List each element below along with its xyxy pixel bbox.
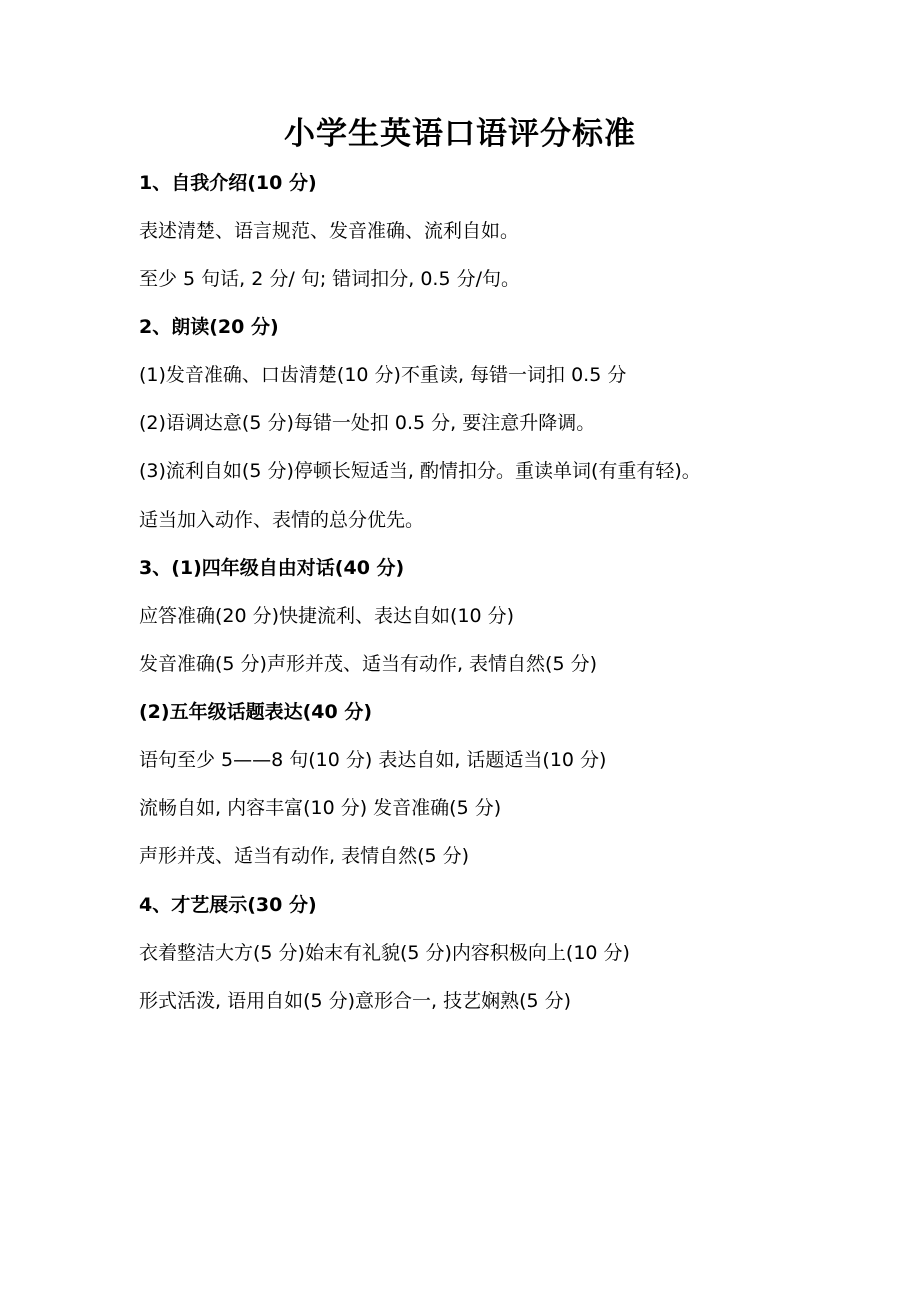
criteria-line: (3)流利自如(5 分)停顿长短适当, 酌情扣分。重读单词(有重有轻)。 <box>139 460 701 482</box>
criteria-line: 发音准确(5 分)声形并茂、适当有动作, 表情自然(5 分) <box>139 653 597 675</box>
criteria-line: (1)发音准确、口齿清楚(10 分)不重读, 每错一词扣 0.5 分 <box>139 364 627 386</box>
criteria-line: 适当加入动作、表情的总分优先。 <box>139 509 425 531</box>
criteria-line: 语句至少 5——8 句(10 分) 表达自如, 话题适当(10 分) <box>139 749 607 771</box>
criteria-line: 衣着整洁大方(5 分)始末有礼貌(5 分)内容积极向上(10 分) <box>139 942 630 964</box>
section-heading-self-introduction: 1、自我介绍(10 分) <box>139 172 317 194</box>
document-title: 小学生英语口语评分标准 <box>284 116 636 152</box>
criteria-line: 声形并茂、适当有动作, 表情自然(5 分) <box>139 845 470 867</box>
section-heading-grade5-topic: (2)五年级话题表达(40 分) <box>139 701 373 723</box>
criteria-line: 至少 5 句话, 2 分/ 句; 错词扣分, 0.5 分/句。 <box>139 268 520 290</box>
criteria-line: 应答准确(20 分)快捷流利、表达自如(10 分) <box>139 605 515 627</box>
section-heading-talent-show: 4、才艺展示(30 分) <box>139 894 317 916</box>
section-heading-reading: 2、朗读(20 分) <box>139 316 279 338</box>
criteria-line: 表述清楚、语言规范、发音准确、流利自如。 <box>139 220 520 242</box>
criteria-line: 流畅自如, 内容丰富(10 分) 发音准确(5 分) <box>139 797 502 819</box>
criteria-line: (2)语调达意(5 分)每错一处扣 0.5 分, 要注意升降调。 <box>139 412 596 434</box>
section-heading-grade4-dialogue: 3、(1)四年级自由对话(40 分) <box>139 557 405 579</box>
criteria-line: 形式活泼, 语用自如(5 分)意形合一, 技艺娴熟(5 分) <box>139 990 572 1012</box>
